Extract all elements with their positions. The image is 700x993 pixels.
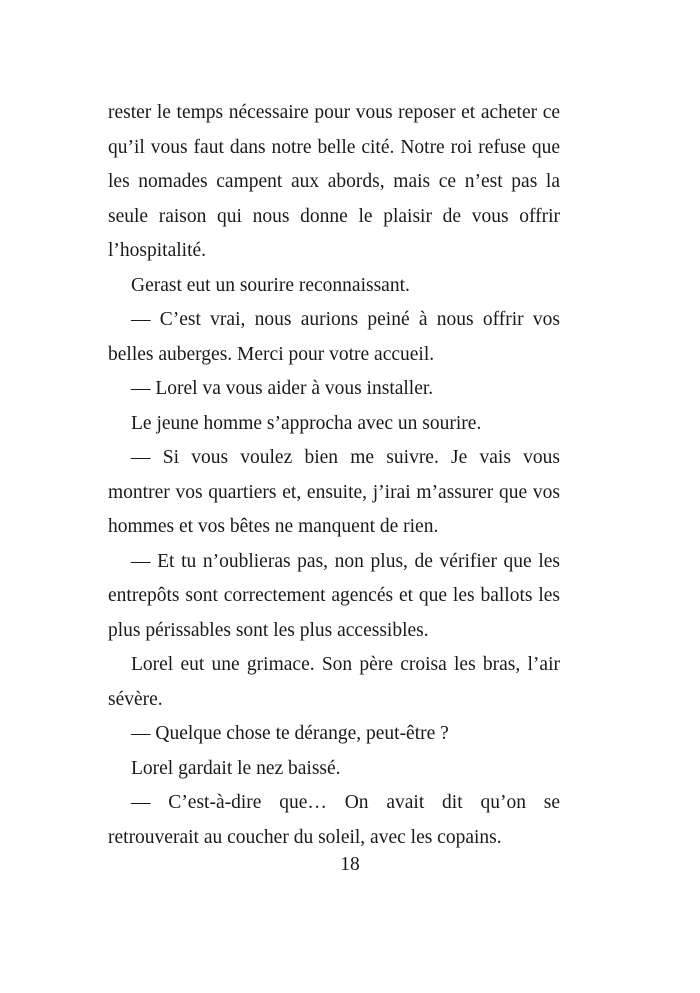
paragraph: Lorel eut une grimace. Son père croisa les bras, l’air sévère. — [108, 654, 560, 710]
paragraph: Gerast eut un sourire reconnaissant. — [131, 274, 410, 296]
paragraph: rester le temps nécessaire pour vous reposer et acheter ce qu’il vous faut dans notre belle cité. Notre roi refuse que les nomades campent aux abords, mais ce n’est pas la seule raison qui nous donne le plaisir de vous offrir l’hospitalité. — [108, 102, 560, 261]
dialogue-line: — Et tu n’oublieras pas, non plus, de vérifier que les entrepôts sont correctement agencés et que les ballots les plus périssables sont les plus accessibles. — [108, 550, 560, 641]
dialogue-line: — Si vous voulez bien me suivre. Je vais vous montrer vos quartiers et, ensuite, j’irai m’assurer que vos hommes et vos bêtes ne manquent de rien. — [108, 447, 560, 537]
dialogue-line: — Quelque chose te dérange, peut-être ? — [131, 723, 449, 744]
body-text — [108, 96, 560, 855]
dialogue-line: — C’est-à-dire que… On avait dit qu’on se retrouverait au coucher du soleil, avec les copains. — [108, 792, 560, 848]
paragraph: Le jeune homme s’approcha avec un sourire. — [131, 412, 482, 434]
page-number: 18 — [340, 854, 360, 875]
paragraph: Lorel gardait le nez baissé. — [131, 757, 341, 779]
dialogue-line: — Lorel va vous aider à vous installer. — [131, 378, 434, 399]
dialogue-line: — C’est vrai, nous aurions peiné à nous offrir vos belles auberges. Merci pour votre accueil. — [108, 309, 560, 365]
